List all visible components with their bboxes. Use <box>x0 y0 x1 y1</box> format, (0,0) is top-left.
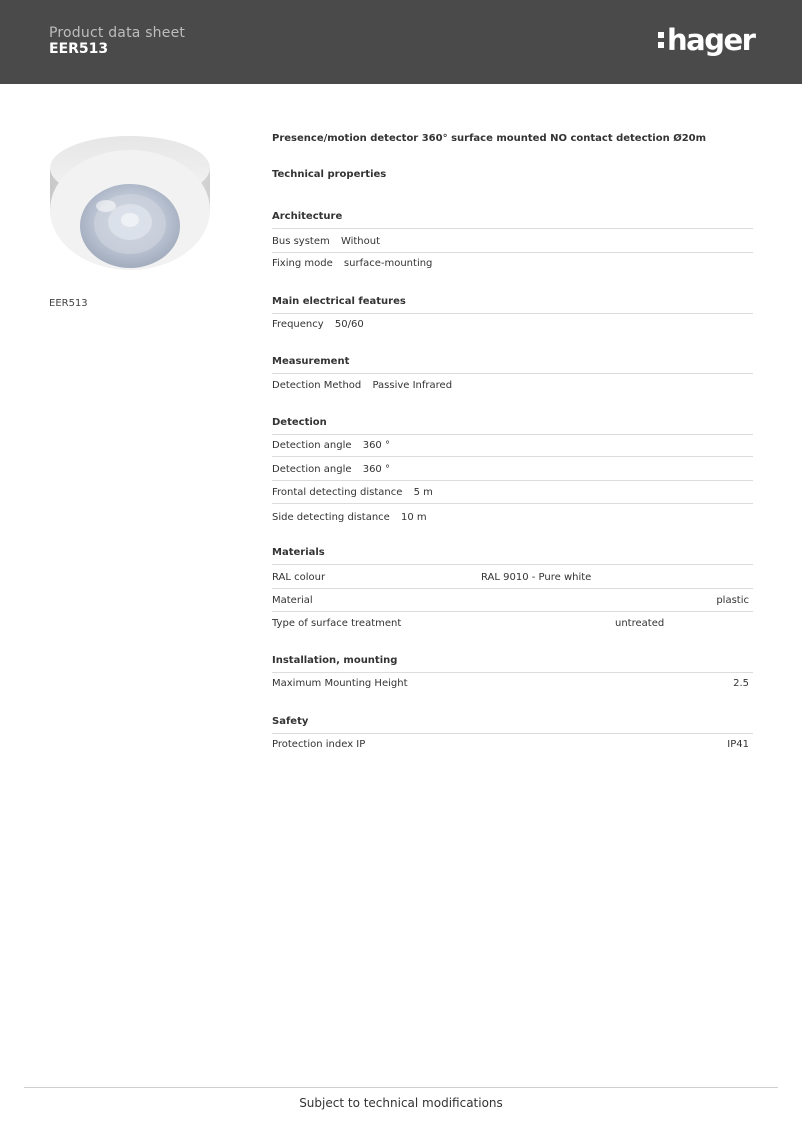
table-row <box>272 590 753 612</box>
row-label: Detection Method <box>272 380 362 391</box>
row-value: IP41 <box>727 739 749 750</box>
footer-note: Subject to technical modifications <box>299 1096 503 1110</box>
row-value: Without <box>340 236 381 247</box>
section-title-measurement: Measurement <box>272 356 753 374</box>
header-bar <box>0 0 802 84</box>
table-row <box>272 375 753 397</box>
row-label: Detection angle <box>272 464 352 475</box>
technical-properties-title: Technical properties <box>272 169 387 180</box>
row-value: plastic <box>716 595 749 606</box>
presence-detector-image <box>46 128 214 274</box>
row-label: RAL colour <box>272 572 326 583</box>
table-row <box>272 673 753 695</box>
product-reference: EER513 <box>49 41 109 57</box>
table-row <box>272 567 753 589</box>
row-label: Detection angle <box>272 440 352 451</box>
row-value: RAL 9010 - Pure white <box>481 572 592 583</box>
table-row <box>272 435 753 457</box>
row-value: 50/60 <box>334 319 364 330</box>
row-value: untreated <box>615 618 665 629</box>
table-row <box>272 734 753 756</box>
row-label: Maximum Mounting Height <box>272 678 408 689</box>
product-description: Presence/motion detector 360° surface mounted NO contact detection Ø20m <box>272 133 707 144</box>
table-row <box>272 459 753 481</box>
section-title-electrical: Main electrical features <box>272 296 753 314</box>
image-caption-reference: EER513 <box>49 298 88 309</box>
row-label: Fixing mode <box>272 258 333 269</box>
table-row <box>272 482 753 504</box>
row-label: Protection index IP <box>272 739 366 750</box>
row-value: 2.5 <box>733 678 749 689</box>
table-row <box>272 231 753 253</box>
section-title-architecture: Architecture <box>272 211 753 229</box>
row-label: Type of surface treatment <box>272 618 402 629</box>
row-value: 360 ° <box>362 464 390 475</box>
table-row <box>272 507 753 529</box>
footer-divider <box>24 1087 778 1088</box>
row-value: 360 ° <box>362 440 390 451</box>
table-row <box>272 253 753 275</box>
logo-colon-icon <box>658 30 664 50</box>
hager-logo <box>658 22 754 58</box>
row-label: Frequency <box>272 319 324 330</box>
row-value: 5 m <box>413 487 433 498</box>
table-row <box>272 314 753 336</box>
row-label: Side detecting distance <box>272 512 390 523</box>
document-type: Product data sheet <box>49 25 186 41</box>
section-title-installation: Installation, mounting <box>272 655 753 673</box>
row-label: Bus system <box>272 236 330 247</box>
section-title-safety: Safety <box>272 716 753 734</box>
row-label: Material <box>272 595 313 606</box>
row-label: Frontal detecting distance <box>272 487 403 498</box>
row-value: 10 m <box>401 512 427 523</box>
section-title-detection: Detection <box>272 417 753 435</box>
row-value: Passive Infrared <box>372 380 453 391</box>
section-title-materials: Materials <box>272 547 753 565</box>
row-value: surface-mounting <box>343 258 433 269</box>
table-row <box>272 613 753 635</box>
logo-text: hager <box>667 22 755 57</box>
